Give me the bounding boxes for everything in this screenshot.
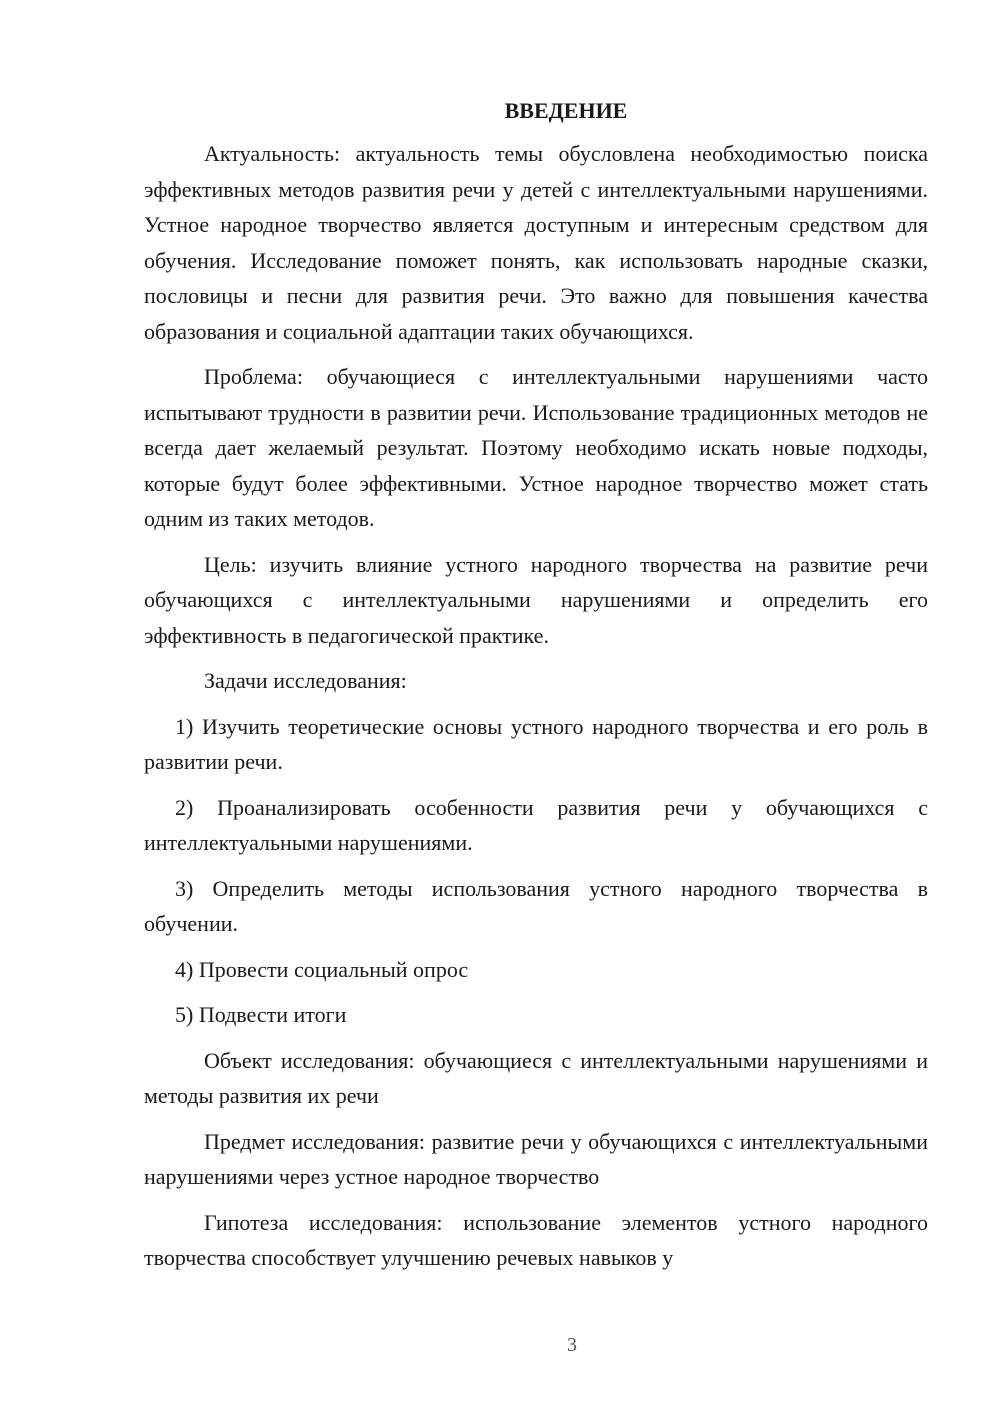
task-item: 1) Изучить теоретические основы устного народного творчества и его роль в развитии речи.	[144, 713, 928, 774]
page-content	[144, 94, 928, 1286]
paragraph-problem: Проблема: обучающиеся с интеллектуальными нарушениями часто испытывают трудности в развитии речи. Использование традиционных методов не всегда дает желаемый результат. Поэтому необходимо искать новые подходы, которые будут более эффективными. Устное народное творчество может стать одним из таких методов.	[144, 364, 928, 531]
paragraph-relevance: Актуальность: актуальность темы обусловлена необходимостью поиска эффективных методов развития речи у детей с интеллектуальными нарушениями. Устное народное творчество является доступным и интересным средством для обучения. Исследование поможет понять, как использовать народные сказки, пословицы и песни для развития речи. Это важно для повышения качества образования и социальной адаптации таких обучающихся.	[144, 141, 928, 344]
paragraph-goal: Цель: изучить влияние устного народного творчества на развитие речи обучающихся с интеллектуальными нарушениями и определить его эффективность в педагогической практике.	[144, 551, 928, 648]
task-item: 2) Проанализировать особенности развития речи у обучающихся с интеллектуальными нарушениями.	[144, 794, 928, 855]
paragraph-hypothesis: Гипотеза исследования: использование элементов устного народного творчества способствует улучшению речевых навыков у	[144, 1209, 928, 1270]
task-item: 5) Подвести итоги	[175, 1002, 347, 1027]
task-item: 4) Провести социальный опрос	[175, 956, 469, 982]
paragraph-object: Объект исследования: обучающиеся с интеллектуальными нарушениями и методы развития их речи	[144, 1047, 928, 1108]
paragraph-subject: Предмет исследования: развитие речи у обучающихся с интеллектуальными нарушениями через устное народное творчество	[144, 1128, 928, 1189]
paragraph-tasks-heading: Задачи исследования:	[204, 668, 407, 693]
page-title: ВВЕДЕНИЕ	[504, 98, 628, 123]
task-item: 3) Определить методы использования устного народного творчества в обучении.	[144, 875, 928, 936]
page-number: 3	[567, 1334, 577, 1356]
